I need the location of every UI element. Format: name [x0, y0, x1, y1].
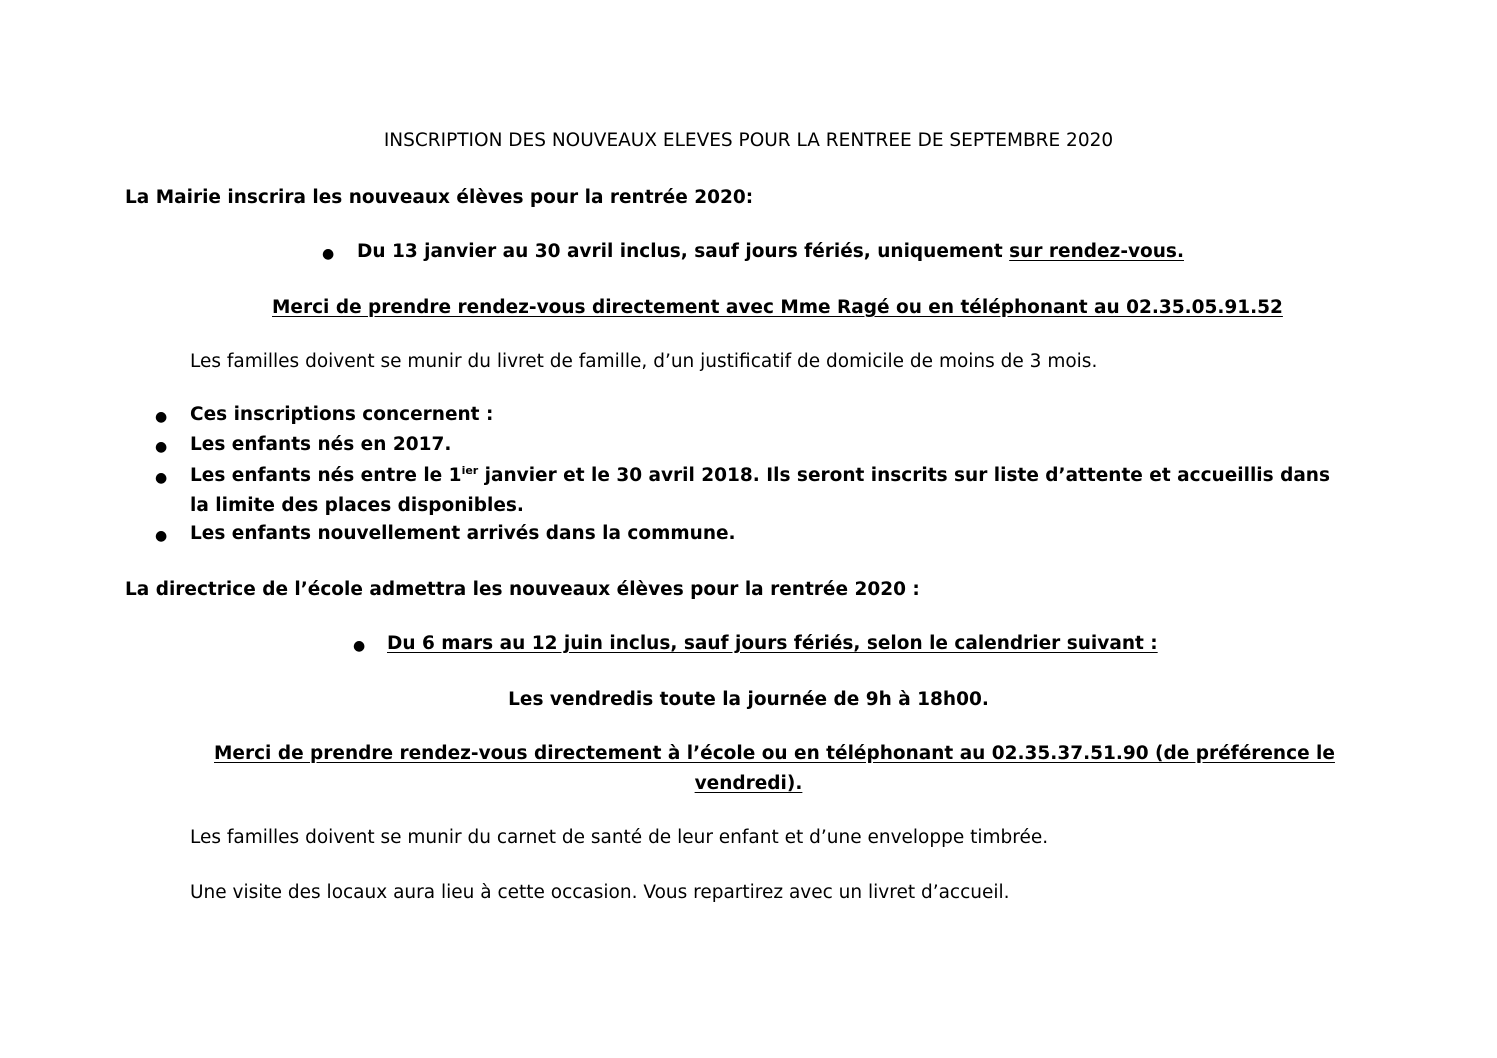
page-title: INSCRIPTION DES NOUVEAUX ELEVES POUR LA RENTREE DE SEPTEMBRE 2020 — [383, 130, 1114, 151]
list-item-born-2018 — [190, 464, 1330, 488]
born-2018-pre: Les enfants nés entre le 1 — [190, 465, 462, 486]
list-item-concern: Ces inscriptions concernent : — [190, 404, 494, 425]
mairie-appointment: Merci de prendre rendez-vous directement avec Mme Ragé ou en téléphonant au 02.35.05.91.52 — [272, 297, 1283, 318]
bullet-icon: ● — [322, 246, 335, 262]
bullet-icon: ● — [155, 470, 168, 486]
born-2018-post: janvier et le 30 avril 2018. Ils seront inscrits sur liste d’attente et accueillis dans — [478, 465, 1330, 486]
list-item-born-2018-line2: la limite des places disponibles. — [190, 495, 524, 516]
mairie-intro: La Mairie inscrira les nouveaux élèves pour la rentrée 2020: — [125, 187, 754, 208]
ecole-schedule: Les vendredis toute la journée de 9h à 18h00. — [508, 689, 989, 710]
bullet-icon: ● — [353, 638, 366, 654]
born-2018-sup: ier — [461, 464, 479, 477]
mairie-period-underlined: sur rendez-vous. — [1009, 241, 1184, 262]
ecole-intro: La directrice de l’école admettra les nouveaux élèves pour la rentrée 2020 : — [125, 579, 920, 600]
list-item-born-2017: Les enfants nés en 2017. — [190, 434, 452, 455]
mairie-documents: Les familles doivent se munir du livret de famille, d’un justificatif de domicile de moins de 3 mois. — [190, 351, 1098, 372]
bullet-icon: ● — [155, 409, 168, 425]
mairie-period-text: Du 13 janvier au 30 avril inclus, sauf jours fériés, uniquement — [357, 241, 1010, 262]
list-item-new-arrivals: Les enfants nouvellement arrivés dans la commune. — [190, 523, 736, 544]
ecole-period: Du 6 mars au 12 juin inclus, sauf jours fériés, selon le calendrier suivant : — [387, 633, 1158, 654]
mairie-period — [357, 240, 1184, 264]
ecole-documents: Les familles doivent se munir du carnet de santé de leur enfant et d’une enveloppe timbrée. — [190, 827, 1049, 848]
ecole-appointment-line2: vendredi). — [694, 773, 803, 794]
ecole-visit: Une visite des locaux aura lieu à cette occasion. Vous repartirez avec un livret d’accueil. — [190, 882, 1010, 903]
bullet-icon: ● — [155, 439, 168, 455]
ecole-appointment-line1: Merci de prendre rendez-vous directement à l’école ou en téléphonant au 02.35.37.51.90 (de préférence le — [214, 743, 1335, 764]
bullet-icon: ● — [155, 528, 168, 544]
